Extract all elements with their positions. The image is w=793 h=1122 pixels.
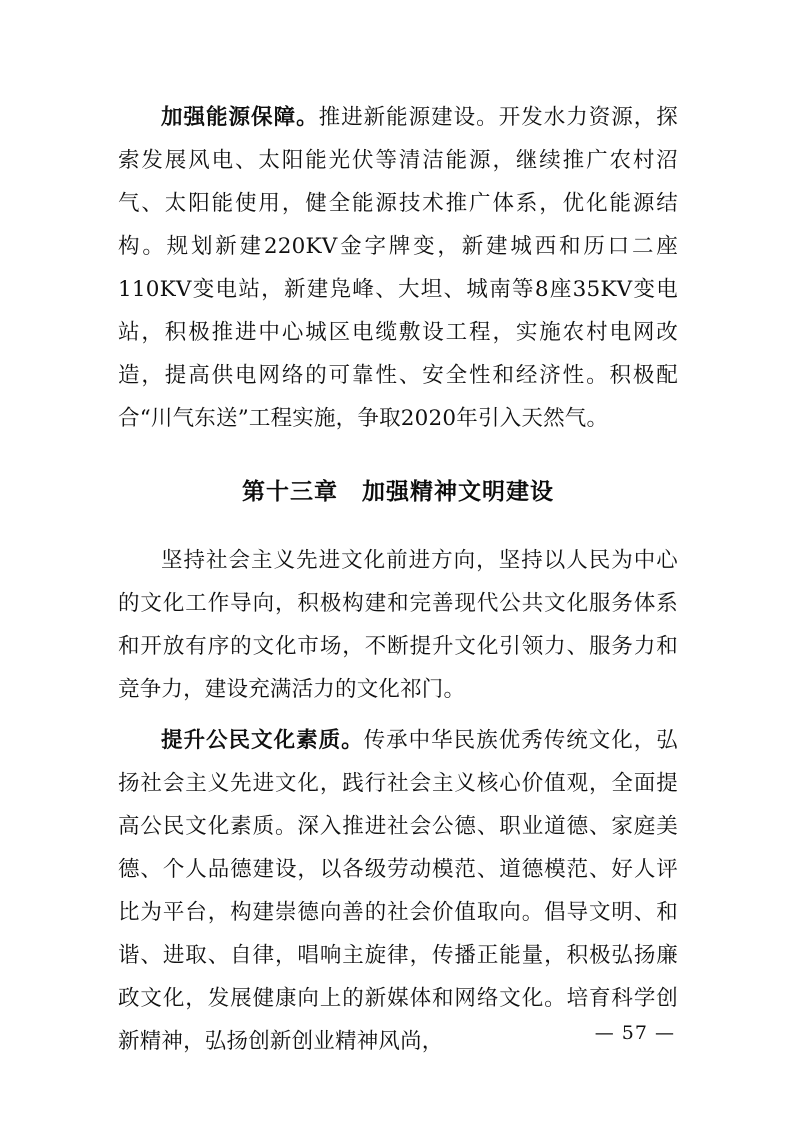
paragraph-civic-culture — [118, 719, 678, 1063]
paragraph-lead-in: 提升公民文化素质。 — [161, 728, 364, 753]
chapter-heading: 第十三章 加强精神文明建设 — [242, 478, 554, 505]
paragraph-culture-intro — [118, 539, 678, 711]
paragraph-lead-in: 加强能源保障。 — [161, 105, 319, 130]
paragraph-body: 推进新能源建设。开发水力资源，探索发展风电、太阳能光伏等清洁能源，继续推广农村沼气、太阳能使用，健全能源技术推广体系，优化能源结构。规划新建220KV金字牌变，新建城西和历口二座110KV变电站，新建凫峰、大坦、城南等8座35KV变电站，积极推进中心城区电缆敷设工程，实施农村电网改造，提高供电网络的可靠性、安全性和经济性。积极配合“川气东送”工程实施，争取2020年引入天然气。 — [118, 105, 678, 431]
paragraph-body: 坚持社会主义先进文化前进方向，坚持以人民为中心的文化工作导向，积极构建和完善现代公共文化服务体系和开放有序的文化市场，不断提升文化引领力、服务力和竞争力，建设充满活力的文化祁门。 — [118, 548, 678, 702]
page-content — [118, 96, 678, 1063]
paragraph-body: 传承中华民族优秀传统文化，弘扬社会主义先进文化，践行社会主义核心价值观，全面提高公民文化素质。深入推进社会公德、职业道德、家庭美德、个人品德建设，以各级劳动模范、道德模范、好人评比为平台，构建崇德向善的社会价值取向。倡导文明、和谐、进取、自律，唱响主旋律，传播正能量，积极弘扬廉政文化，发展健康向上的新媒体和网络文化。培育科学创新精神，弘扬创新创业精神风尚， — [118, 728, 678, 1054]
paragraph-energy-security — [118, 96, 678, 440]
paragraph-spacer — [118, 711, 678, 719]
page-number: — 57 — — [594, 1022, 675, 1044]
